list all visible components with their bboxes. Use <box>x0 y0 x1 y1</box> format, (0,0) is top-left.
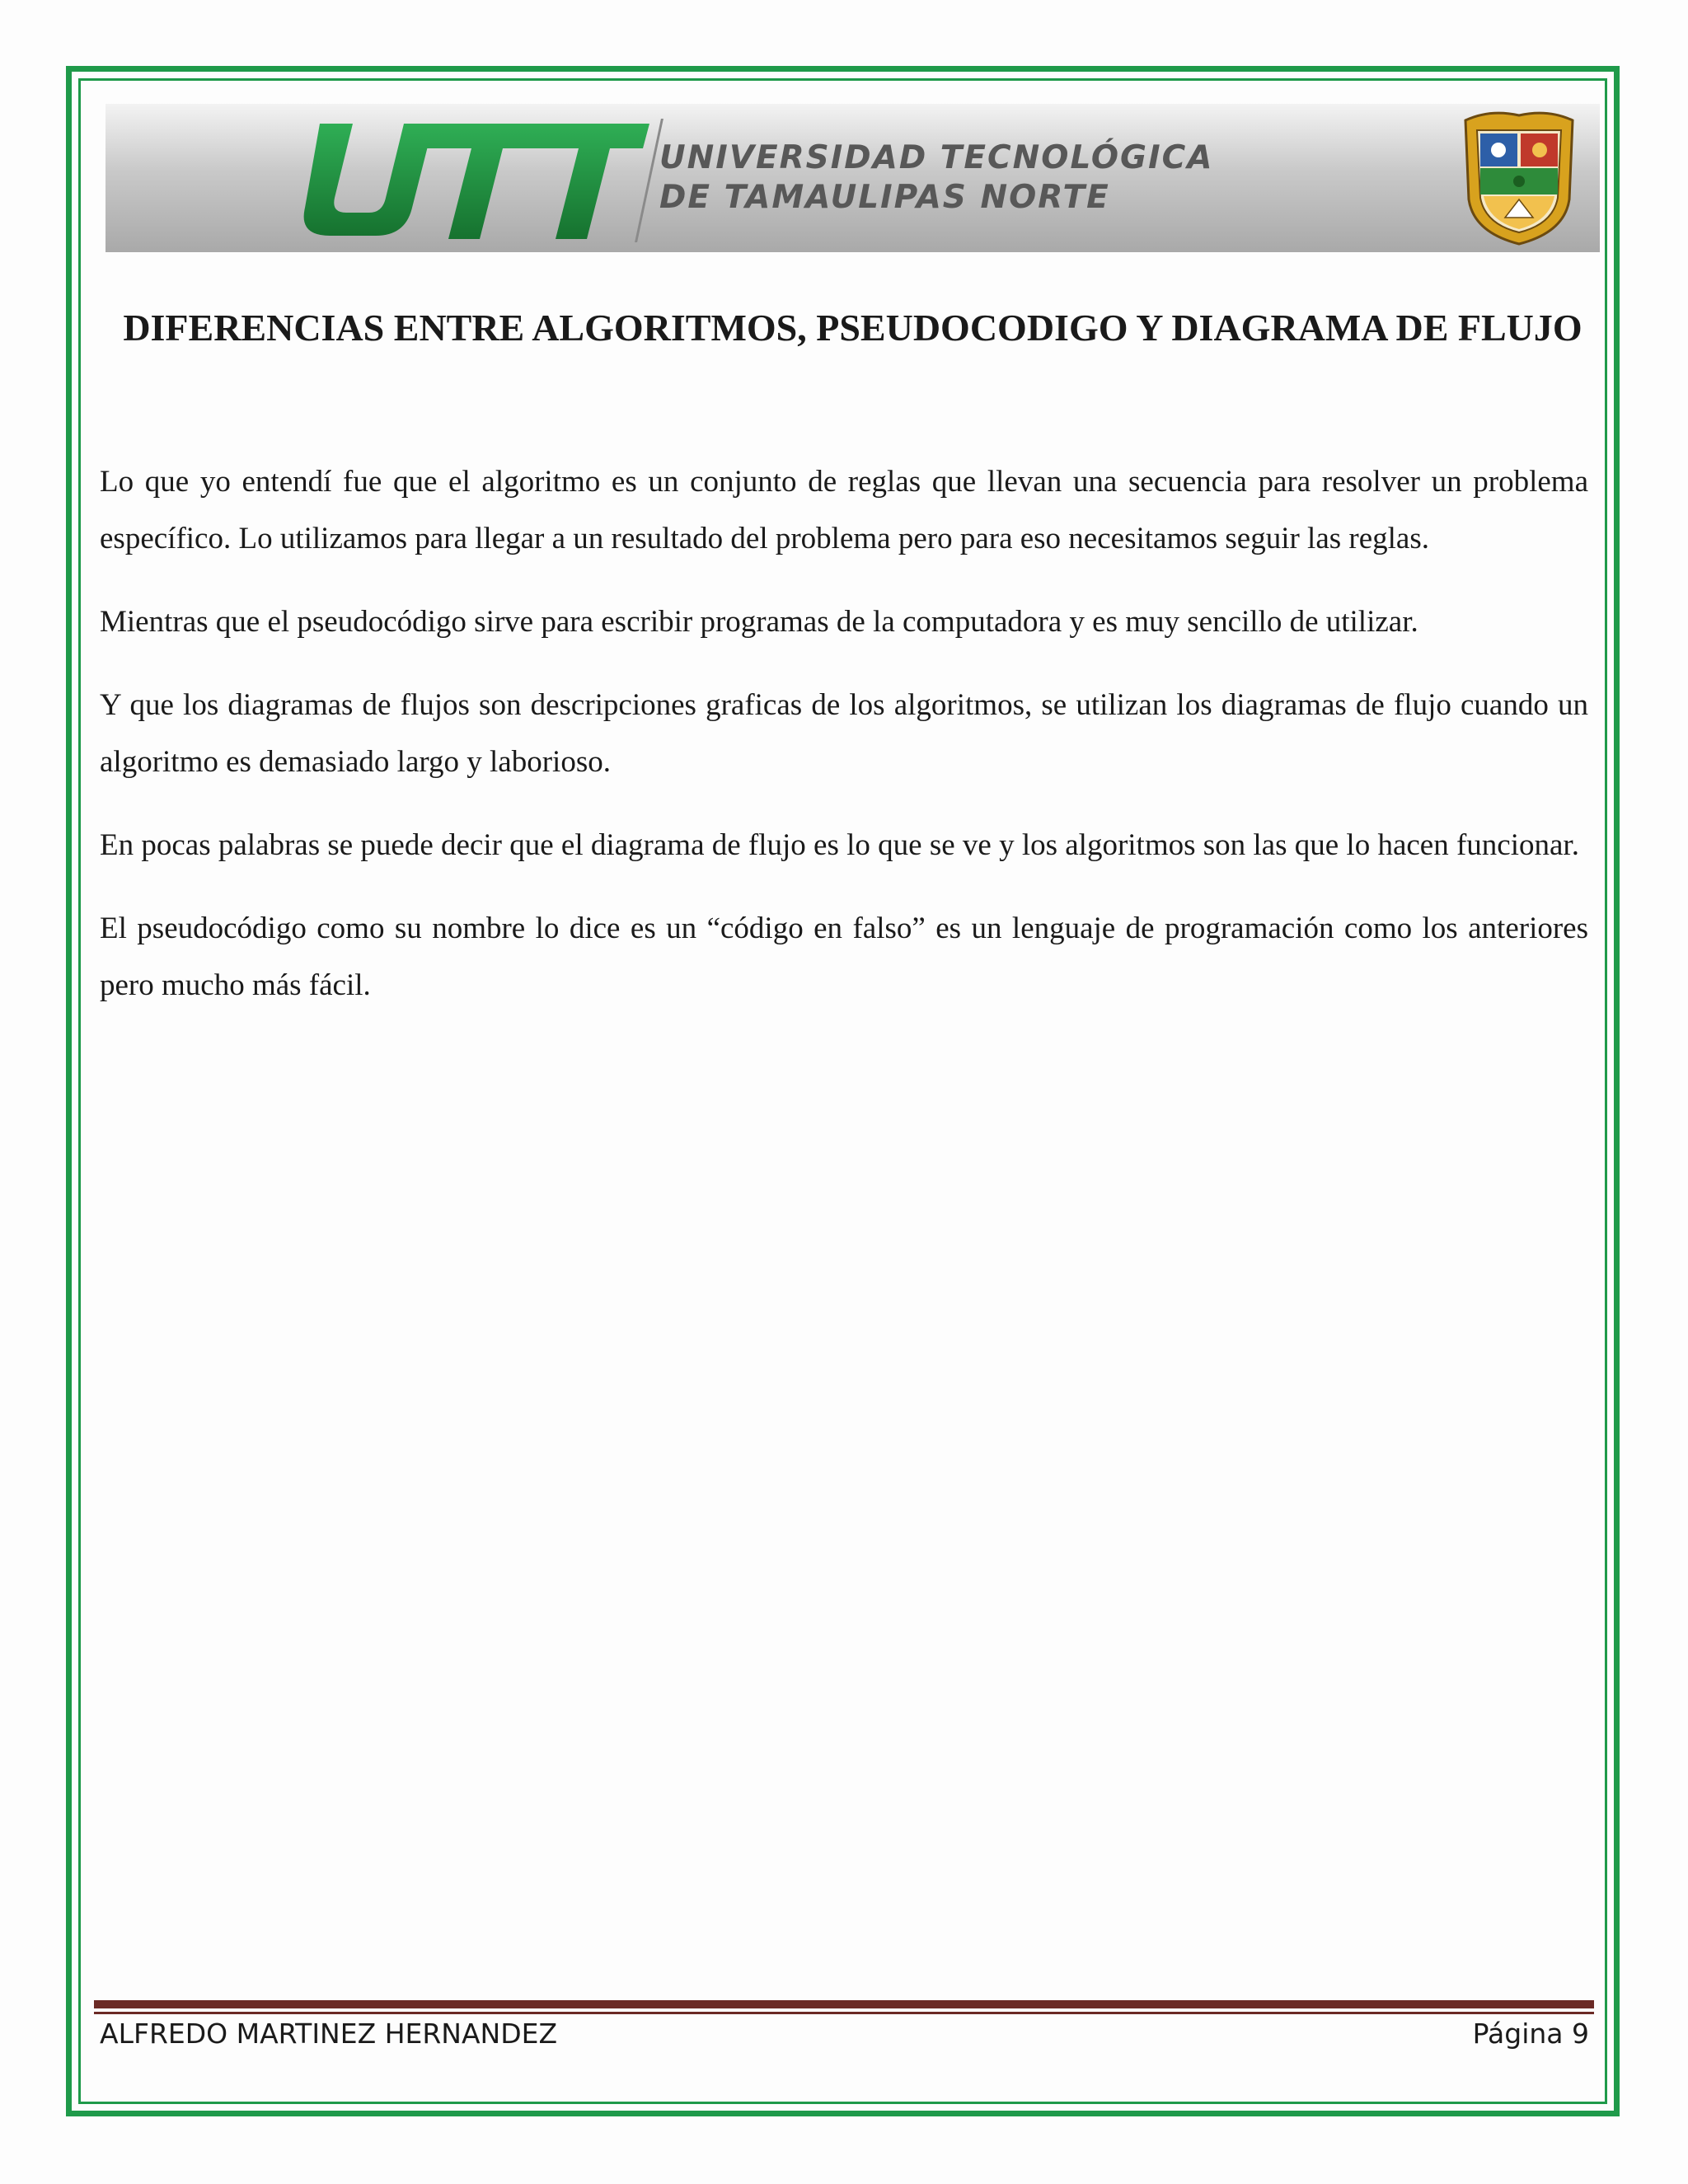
document-body <box>100 453 1588 1040</box>
utt-logo-icon <box>287 115 658 247</box>
footer-author: ALFREDO MARTINEZ HERNANDEZ <box>100 2018 558 2050</box>
university-name <box>659 138 1213 218</box>
document-title: DIFERENCIAS ENTRE ALGORITMOS, PSEUDOCODIGO Y DIAGRAMA DE FLUJO <box>123 307 1582 349</box>
page-border-inner <box>78 78 1607 2104</box>
paragraph-pseudocodigo: Mientras que el pseudocódigo sirve para escribir programas de la computadora y es muy sencillo de utilizar. <box>100 605 1418 639</box>
university-name-line2: DE TAMAULIPAS NORTE <box>659 179 1110 216</box>
paragraph-diagramas: Y que los diagramas de flujos son descripciones graficas de los algoritmos, se utilizan los diagramas de flujo cuando un algoritmo es demasiado largo y laborioso. <box>100 688 1588 779</box>
paragraph-resumen: En pocas palabras se puede decir que el diagrama de flujo es lo que se ve y los algoritmos son las que lo hacen funcionar. <box>100 828 1579 862</box>
footer-rule-thick <box>94 2000 1594 2008</box>
paragraph-codigo-falso: El pseudocódigo como su nombre lo dice es un “código en falso” es un lenguaje de programación como los anteriores pero mucho más fácil. <box>100 912 1588 1002</box>
paragraph-algoritmo: Lo que yo entendí fue que el algoritmo es un conjunto de reglas que llevan una secuencia para resolver un problema específico. Lo utilizamos para llegar a un resultado del problema pero para eso necesitamos seguir las reglas. <box>100 465 1588 555</box>
tamaulipas-coat-of-arms-icon <box>1457 109 1581 247</box>
header-banner <box>106 104 1600 252</box>
university-name-line1: UNIVERSIDAD TECNOLÓGICA <box>659 139 1214 176</box>
footer-rule-thin <box>94 2012 1594 2014</box>
footer-page-number: Página 9 <box>1472 2018 1589 2050</box>
